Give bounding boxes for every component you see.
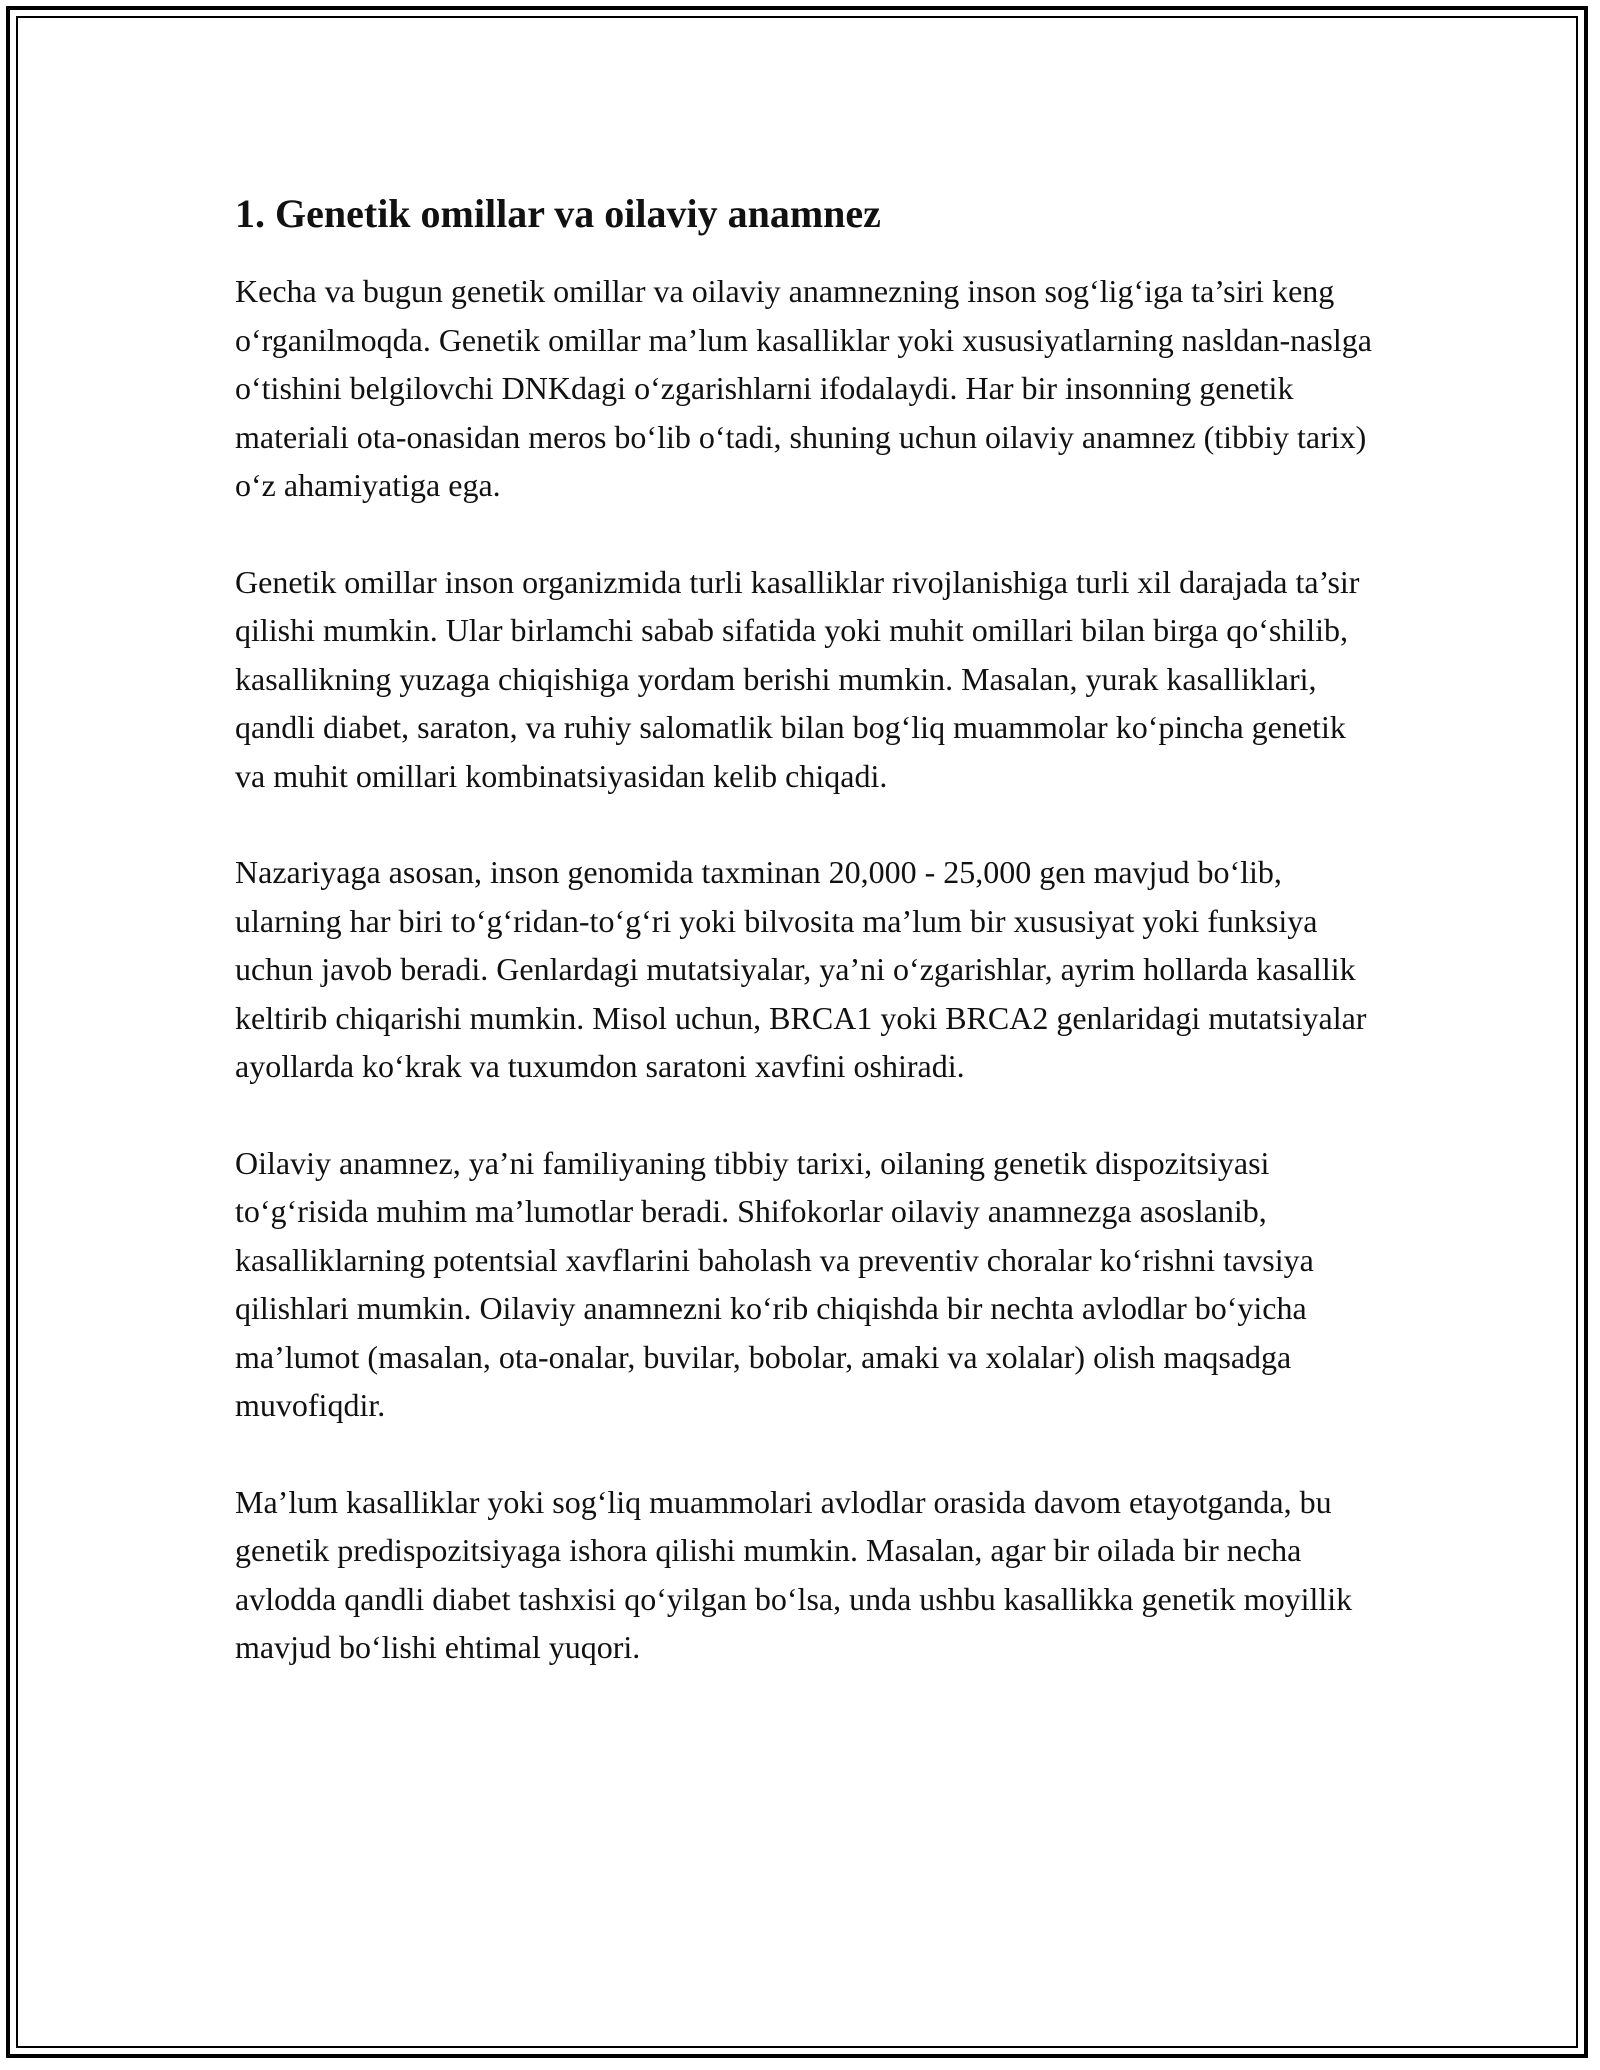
paragraph-1: Kecha va bugun genetik omillar va oilaviy anamnezning inson sog‘lig‘iga ta’siri keng o‘rganilmoqda. Genetik omillar ma’lum kasalliklar yoki xususiyatlarning nasldan-naslga o‘tishini belgilovchi DNKdagi o‘zgarishlarni ifodalaydi. Har bir insonning genetik materiali ota-onasidan meros bo‘lib o‘tadi, shuning uchun oilaviy anamnez (tibbiy tarix) o‘z ahamiyatiga ega. (235, 273, 1372, 503)
paragraph-4: Oilaviy anamnez, ya’ni familiyaning tibbiy tarixi, oilaning genetik dispozitsiyasi to‘g‘risida muhim ma’lumotlar beradi. Shifokorlar oilaviy anamnezga asoslanib, kasalliklarning potentsial xavflarini baholash va preventiv choralar ko‘rishni tavsiya qilishlari mumkin. Oilaviy anamnezni ko‘rib chiqishda bir nechta avlodlar bo‘yicha ma’lumot (masalan, ota-onalar, buvilar, bobolar, amaki va xolalar) olish maqsadga muvofiqdir. (235, 1144, 1314, 1423)
paragraph-3: Nazariyaga asosan, inson genomida taxminan 20,000 - 25,000 gen mavjud bo‘lib, ularning har biri to‘g‘ridan-to‘g‘ri yoki bilvosita ma’lum bir xususiyat yoki funksiya uchun javob beradi. Genlardagi mutatsiyalar, ya’ni o‘zgarishlar, ayrim hollarda kasallik keltirib chiqarishi mumkin. Misol uchun, BRCA1 yoki BRCA2 genlaridagi mutatsiyalar ayollarda ko‘krak va tuxumdon saratoni xavfini oshiradi. (235, 854, 1367, 1084)
paragraph-2: Genetik omillar inson organizmida turli kasalliklar rivojlanishiga turli xil darajada ta’sir qilishi mumkin. Ular birlamchi sabab sifatida yoki muhit omillari bilan birga qo‘shilib, kasallikning yuzaga chiqishiga yordam berishi mumkin. Masalan, yurak kasalliklari, qandli diabet, saraton, va ruhiy salomatlik bilan bog‘liq muammolar ko‘pincha genetik va muhit omillari kombinatsiyasidan kelib chiqadi. (235, 563, 1360, 794)
section-heading: 1. Genetik omillar va oilaviy anamnez (235, 191, 881, 236)
document-body (235, 185, 1375, 1672)
paragraph-5: Ma’lum kasalliklar yoki sog‘liq muammolari avlodlar orasida davom etayotganda, bu genetik predispozitsiyaga ishora qilishi mumkin. Masalan, agar bir oilada bir necha avlodda qandli diabet tashxisi qo‘yilgan bo‘lsa, unda ushbu kasallikka genetik moyillik mavjud bo‘lishi ehtimal yuqori. (235, 1483, 1353, 1665)
